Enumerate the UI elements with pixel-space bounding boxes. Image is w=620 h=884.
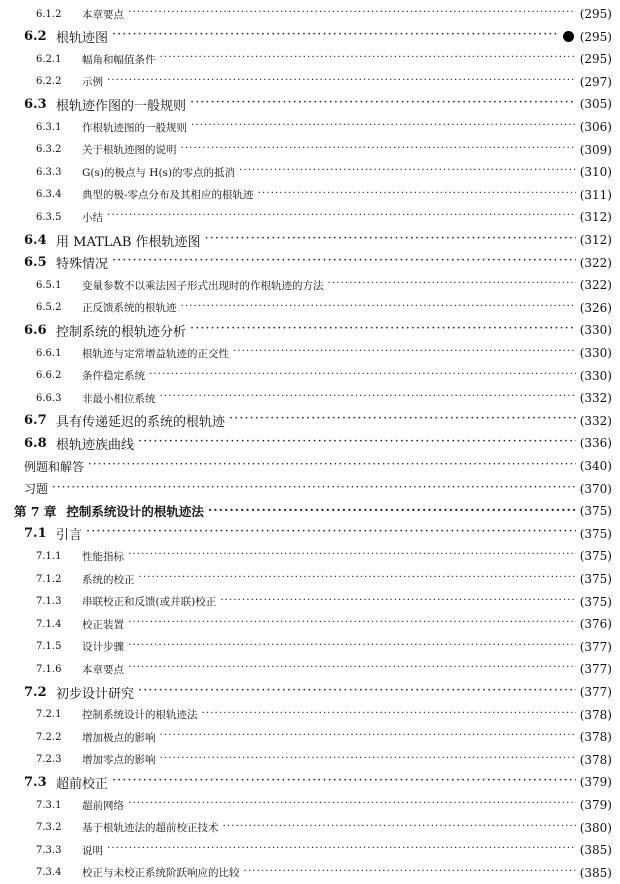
dot-leader — [86, 524, 576, 539]
toc-page-number: (336) — [579, 436, 612, 451]
toc-entry-number: 7.1.2 — [36, 573, 62, 585]
dot-leader — [191, 119, 576, 131]
dot-leader — [128, 639, 576, 651]
toc-page-number: (295) — [579, 29, 612, 44]
toc-subsection-entry[interactable] — [0, 184, 620, 206]
toc-entry-number: 6.6.2 — [36, 370, 62, 382]
toc-entry-title: 小结 — [82, 211, 103, 224]
toc-entry-title: 引言 — [56, 528, 83, 544]
toc-plain-entry[interactable] — [0, 455, 620, 477]
toc-entry-title: 设计步骤 — [82, 641, 124, 654]
dot-leader — [52, 480, 576, 494]
toc-entry-number: 6.6.1 — [36, 347, 62, 359]
toc-entry-title: 关于根轨迹图的说明 — [82, 144, 177, 157]
dot-leader — [160, 390, 576, 402]
toc-entry-number: 7.2.3 — [36, 754, 62, 766]
toc-subsection-entry[interactable] — [0, 206, 620, 228]
toc-entry-title: 说明 — [82, 844, 103, 857]
toc-page-number: (378) — [579, 730, 612, 745]
toc-subsection-entry[interactable] — [0, 862, 620, 884]
toc-entry-number: 6.8 — [24, 435, 47, 451]
toc-entry-number: 6.5 — [24, 255, 47, 271]
toc-subsection-entry[interactable] — [0, 658, 620, 680]
dot-leader — [128, 616, 576, 628]
toc-subsection-entry[interactable] — [0, 545, 620, 567]
toc-entry-number: 6.6.3 — [36, 392, 62, 404]
toc-entry-number: 6.3.2 — [36, 144, 62, 156]
toc-entry-number: 7.3.3 — [36, 844, 62, 856]
toc-entry-number: 6.3.3 — [36, 166, 62, 178]
toc-entry-title: 超前校正 — [56, 776, 109, 792]
dot-leader — [112, 253, 576, 268]
dot-leader — [128, 797, 576, 809]
toc-entry-number: 7.2.2 — [36, 731, 62, 743]
toc-entry-title: 超前网络 — [82, 799, 124, 812]
toc-entry-number: 6.3.5 — [36, 211, 62, 223]
dot-leader — [107, 209, 576, 221]
dot-leader — [205, 231, 576, 246]
toc-page-number: (330) — [579, 323, 612, 338]
toc-entry-number: 6.3.4 — [36, 189, 62, 201]
toc-entry-title: 基于根轨迹法的超前校正技术 — [82, 822, 219, 835]
toc-page-number: (375) — [579, 549, 612, 564]
toc-page-number: (322) — [579, 255, 612, 270]
toc-subsection-entry[interactable] — [0, 726, 620, 748]
toc-entry-title: 根轨迹图 — [56, 31, 109, 47]
toc-section-entry[interactable] — [0, 319, 620, 341]
toc-entry-title: 校正装置 — [82, 618, 124, 631]
toc-entry-number: 7.1.3 — [36, 596, 62, 608]
dot-leader — [128, 661, 576, 673]
toc-section-entry[interactable] — [0, 252, 620, 274]
toc-entry-title: 根轨迹与定常增益轨迹的正交性 — [82, 347, 229, 360]
toc-page-number: (306) — [579, 120, 612, 134]
toc-page-number: (340) — [579, 459, 612, 473]
toc-entry-number: 6.2.2 — [36, 76, 62, 88]
toc-entry-number: 7.1.1 — [36, 550, 62, 562]
toc-page-number: (378) — [579, 707, 612, 722]
toc-subsection-entry[interactable] — [0, 794, 620, 816]
dot-leader — [244, 865, 576, 877]
toc-entry-title: 校正与未校正系统阶跃响应的比较 — [82, 867, 240, 880]
toc-page-number: (305) — [579, 97, 612, 112]
dot-leader — [229, 411, 576, 426]
toc-subsection-entry[interactable] — [0, 297, 620, 319]
toc-plain-entry[interactable] — [0, 478, 620, 500]
toc-section-entry[interactable] — [0, 771, 620, 793]
toc-page-number: (330) — [579, 368, 612, 383]
toc-entry-title: 控制系统设计的根轨迹法 — [82, 709, 198, 722]
toc-entry-number: 6.4 — [24, 232, 47, 248]
dot-leader — [190, 95, 576, 110]
toc-page-number: (385) — [579, 865, 612, 880]
dot-leader — [181, 300, 576, 312]
toc-entry-title: 初步设计研究 — [56, 686, 135, 702]
toc-entry-title: 控制系统的根轨迹分析 — [56, 324, 187, 340]
toc-entry-title: 性能指标 — [82, 550, 124, 563]
toc-entry-title: 控制系统设计的根轨迹法 — [66, 504, 204, 520]
toc-entry-number: 6.5.2 — [36, 302, 62, 314]
toc-entry-title: 串联校正和反馈(或并联)校正 — [82, 596, 217, 609]
toc-subsection-entry[interactable] — [0, 116, 620, 138]
dot-leader — [112, 27, 559, 42]
dot-leader — [223, 820, 576, 832]
toc-page-number: (297) — [579, 74, 612, 89]
toc-page-number: (379) — [579, 798, 612, 812]
toc-page-number: (295) — [579, 7, 612, 21]
toc-page-number: (377) — [579, 662, 612, 677]
toc-section-entry[interactable] — [0, 432, 620, 454]
toc-section-entry[interactable] — [0, 93, 620, 115]
toc-entry-title: 正反馈系统的根轨迹 — [82, 302, 177, 315]
toc-entry-title: 增加零点的影响 — [82, 754, 156, 767]
toc-page-number: (330) — [579, 346, 612, 360]
toc-entry-title: 系统的校正 — [82, 573, 135, 586]
toc-entry-number: 6.3 — [24, 96, 47, 112]
dot-leader — [160, 51, 576, 63]
toc-page-number: (312) — [579, 233, 612, 247]
toc-entry-number: 7.1.5 — [36, 641, 62, 653]
toc-page-number: (311) — [579, 187, 612, 202]
toc-entry-title: 增加极点的影响 — [82, 731, 156, 744]
toc-page-number: (326) — [579, 300, 612, 315]
toc-entry-number: 7.2 — [24, 684, 47, 700]
toc-subsection-entry[interactable] — [0, 591, 620, 613]
toc-section-entry[interactable] — [0, 229, 620, 251]
dot-leader — [112, 773, 576, 788]
toc-subsection-entry[interactable] — [0, 817, 620, 839]
toc-page-number: (377) — [579, 685, 612, 699]
toc-subsection-entry[interactable] — [0, 71, 620, 93]
toc-entry-title: 用 MATLAB 作根轨迹图 — [56, 234, 201, 250]
toc-entry-title: G(s)的极点与 H(s)的零点的抵消 — [82, 166, 236, 179]
dot-leader — [138, 434, 576, 449]
toc-subsection-entry[interactable] — [0, 749, 620, 771]
dot-leader — [233, 345, 576, 357]
dot-leader — [139, 571, 576, 583]
toc-entry-number: 6.2 — [24, 29, 47, 45]
dot-leader — [128, 6, 576, 18]
toc-entry-number: 7.1.6 — [36, 663, 62, 675]
toc-subsection-entry[interactable] — [0, 274, 620, 296]
toc-entry-number: 7.1 — [24, 526, 47, 542]
toc-subsection-entry[interactable] — [0, 636, 620, 658]
dot-leader — [220, 594, 576, 606]
toc-section-entry[interactable] — [0, 681, 620, 703]
toc-section-entry[interactable] — [0, 26, 620, 48]
dot-leader — [328, 277, 576, 289]
toc-page-number: (295) — [579, 52, 612, 67]
toc-entry-number: 6.5.1 — [36, 279, 62, 291]
toc-page-number: (309) — [579, 142, 612, 157]
dot-leader — [258, 187, 576, 199]
dot-leader — [107, 74, 576, 86]
dot-leader — [107, 842, 576, 854]
toc-page-number: (375) — [579, 504, 612, 519]
bullet-mark-icon — [563, 31, 574, 42]
toc-entry-title: 典型的极-零点分布及其相应的根轨迹 — [82, 189, 254, 202]
toc-subsection-entry[interactable] — [0, 3, 620, 25]
toc-page-number: (322) — [579, 278, 612, 293]
toc-entry-number: 6.6 — [24, 322, 47, 338]
toc-page-number: (379) — [579, 775, 612, 790]
dot-leader — [208, 502, 576, 517]
toc-entry-number: 7.3.4 — [36, 867, 62, 879]
toc-entry-title: 示例 — [82, 76, 103, 89]
toc-entry-title: 非最小相位系统 — [82, 392, 156, 405]
toc-entry-number: 7.1.4 — [36, 618, 62, 630]
toc-page-number: (375) — [579, 526, 612, 541]
toc-entry-number: 6.2.1 — [36, 53, 62, 65]
dot-leader — [202, 707, 576, 719]
toc-subsection-entry[interactable] — [0, 342, 620, 364]
toc-entry-number: 6.3.1 — [36, 121, 62, 133]
toc-entry-number: 第 7 章 — [14, 504, 57, 520]
toc-subsection-entry[interactable] — [0, 613, 620, 635]
dot-leader — [160, 752, 576, 764]
toc-entry-title: 变量参数不以乘法因子形式出现时的作根轨迹的方法 — [82, 279, 324, 292]
toc-entry-number: 7.3.1 — [36, 799, 62, 811]
toc-subsection-entry[interactable] — [0, 48, 620, 70]
toc-entry-number: 7.3.2 — [36, 822, 62, 834]
toc-subsection-entry[interactable] — [0, 161, 620, 183]
toc-chapter-entry[interactable] — [0, 500, 620, 522]
dot-leader — [88, 457, 576, 471]
toc-subsection-entry[interactable] — [0, 568, 620, 590]
toc-page-number: (332) — [579, 413, 612, 428]
toc-entry-title: 作根轨迹图的一般规则 — [82, 121, 187, 134]
toc-page-number: (377) — [579, 639, 612, 654]
toc-subsection-entry[interactable] — [0, 839, 620, 861]
toc-subsection-entry[interactable] — [0, 365, 620, 387]
toc-page-number: (380) — [579, 820, 612, 835]
toc-entry-number: 7.2.1 — [36, 709, 62, 721]
toc-entry-number: 7.3 — [24, 774, 47, 790]
dot-leader — [181, 142, 576, 154]
dot-leader — [190, 321, 576, 336]
toc-page-number: (375) — [579, 572, 612, 586]
toc-page-number: (375) — [579, 594, 612, 609]
toc-entry-title: 习题 — [24, 482, 49, 497]
toc-subsection-entry[interactable] — [0, 704, 620, 726]
toc-entry-title: 具有传递延迟的系统的根轨迹 — [56, 415, 226, 431]
toc-entry-title: 条件稳定系统 — [82, 370, 145, 383]
toc-page-number: (378) — [579, 752, 612, 767]
toc-page-number: (385) — [579, 843, 612, 858]
toc-entry-title: 幅角和幅值条件 — [82, 53, 156, 66]
toc-entry-title: 例题和解答 — [24, 459, 85, 474]
toc-entry-number: 6.7 — [24, 413, 47, 429]
toc-page-number: (312) — [579, 210, 612, 225]
toc-page-number: (332) — [579, 391, 612, 406]
toc-page-number: (310) — [579, 165, 612, 180]
toc-entry-title: 根轨迹族曲线 — [56, 437, 135, 453]
toc-entry-title: 根轨迹作图的一般规则 — [56, 98, 187, 114]
toc-section-entry[interactable] — [0, 410, 620, 432]
toc-section-entry[interactable] — [0, 523, 620, 545]
toc-entry-title: 本章要点 — [82, 663, 124, 676]
toc-entry-number: 6.1.2 — [36, 8, 62, 20]
toc-page-number: (376) — [579, 617, 612, 632]
dot-leader — [160, 729, 576, 741]
toc-subsection-entry[interactable] — [0, 139, 620, 161]
dot-leader — [138, 683, 576, 698]
dot-leader — [239, 164, 576, 176]
dot-leader — [128, 548, 576, 560]
toc-entry-title: 本章要点 — [82, 8, 124, 21]
toc-page-number: (370) — [579, 481, 612, 496]
toc-subsection-entry[interactable] — [0, 387, 620, 409]
dot-leader — [149, 368, 576, 380]
toc-entry-title: 特殊情况 — [56, 257, 109, 273]
